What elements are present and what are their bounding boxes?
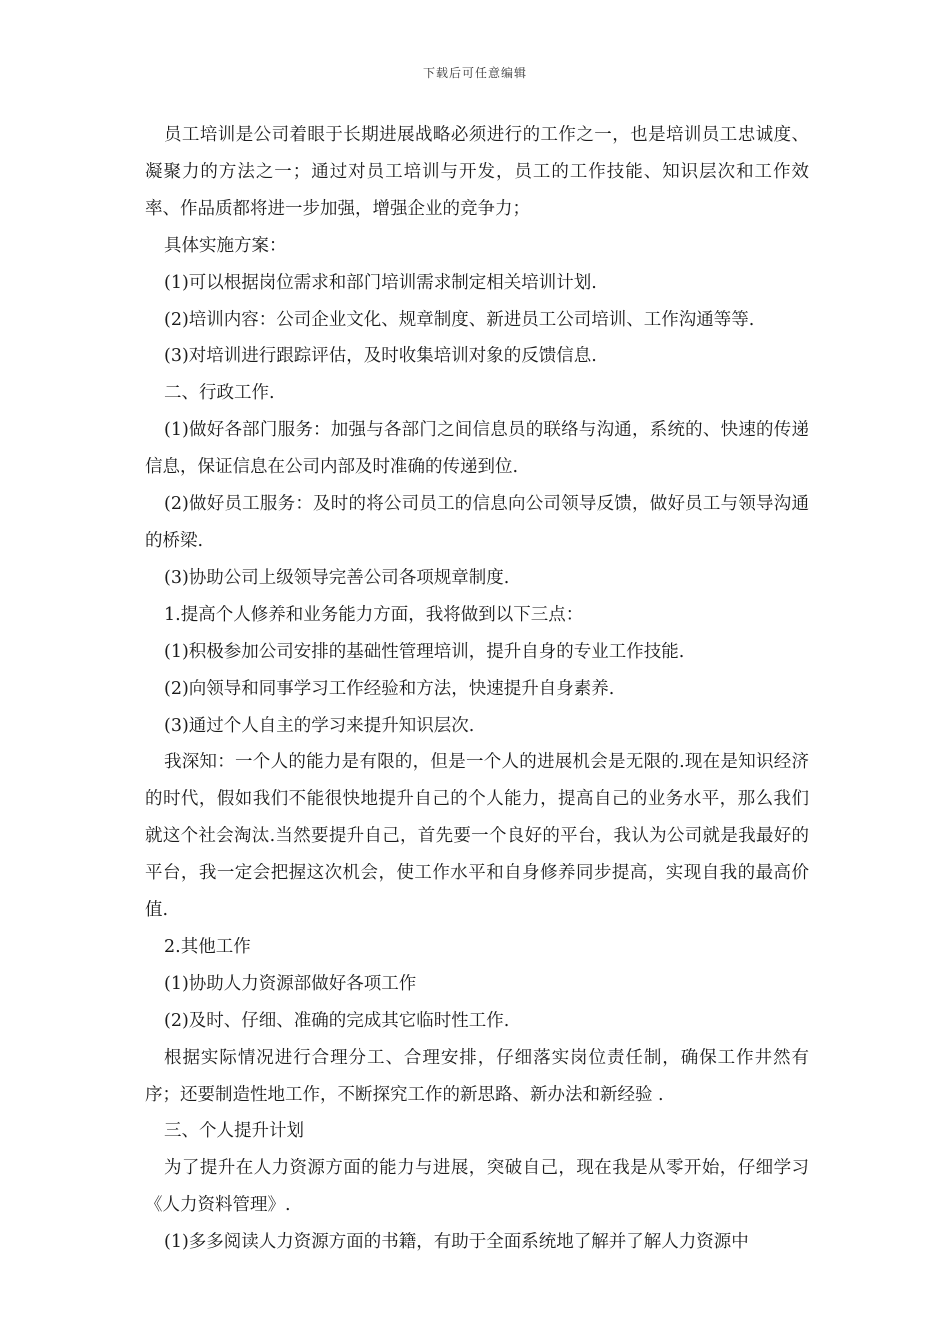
section-heading-improvement: 三、个人提升计划 (164, 1121, 304, 1142)
page-header: 下载后可任意编辑 (422, 66, 527, 80)
list-item-admin-2: (2)做好员工服务：及时的将公司员工的信息向公司领导反馈，做好员工与领导沟通的桥梁. (145, 494, 809, 551)
document-body (145, 117, 809, 1261)
list-item-other-2: (2)及时、仔细、准确的完成其它临时性工作. (164, 1010, 510, 1031)
list-item-improvement-1: (1)多多阅读人力资源方面的书籍，有助于全面系统地了解并了解人力资源中 (164, 1232, 749, 1253)
paragraph-work-arrangement: 根据实际情况进行合理分工、合理安排，仔细落实岗位责任制，确保工作井然有序；还要制造性地工作，不断探究工作的新思路、新办法和新经验 . (145, 1047, 809, 1105)
paragraph-self-reflection: 我深知：一个人的能力是有限的，但是一个人的进展机会是无限的.现在是知识经济的时代，假如我们不能很快地提升自己的个人能力，提高自己的业务水平，那么我们就这个社会淘汰.当然要提升自己，首先要一个良好的平台，我认为公司就是我最好的平台，我一定会把握这次机会，使工作水平和自身修养同步提高，实现自我的最高价值. (145, 752, 809, 921)
list-item-admin-1: (1)做好各部门服务：加强与各部门之间信息员的联络与沟通，系统的、快速的传递信息，保证信息在公司内部及时准确的传递到位. (145, 420, 809, 478)
list-item-ability-2: (2)向领导和同事学习工作经验和方法，快速提升自身素养. (164, 678, 615, 699)
list-item-other-1: (1)协助人力资源部做好各项工作 (164, 973, 417, 994)
list-item-plan-2: (2)培训内容：公司企业文化、规章制度、新进员工公司培训、工作沟通等等. (164, 309, 755, 330)
paragraph-training-intro: 员工培训是公司着眼于长期进展战略必须进行的工作之一，也是培训员工忠诚度、凝聚力的方法之一；通过对员工培训与开发，员工的工作技能、知识层次和工作效率、作品质都将进一步加强，增强企业的竞争力； (145, 125, 809, 219)
paragraph-implementation-plan: 具体实施方案： (164, 235, 287, 256)
list-item-ability-3: (3)通过个人自主的学习来提升知识层次. (164, 715, 475, 736)
list-item-plan-3: (3)对培训进行跟踪评估，及时收集培训对象的反馈信息. (164, 346, 597, 367)
subheading-personal-ability: 1.提高个人修养和业务能力方面，我将做到以下三点： (164, 604, 584, 625)
section-heading-admin: 二、行政工作. (164, 383, 275, 404)
paragraph-improvement-intro: 为了提升在人力资源方面的能力与进展，突破自己，现在我是从零开始，仔细学习《人力资料管理》. (145, 1158, 809, 1216)
list-item-admin-3: (3)协助公司上级领导完善公司各项规章制度. (164, 567, 510, 588)
list-item-ability-1: (1)积极参加公司安排的基础性管理培训，提升自身的专业工作技能. (164, 641, 685, 662)
list-item-plan-1: (1)可以根据岗位需求和部门培训需求制定相关培训计划. (164, 272, 597, 293)
subheading-other-work: 2.其他工作 (164, 936, 251, 957)
